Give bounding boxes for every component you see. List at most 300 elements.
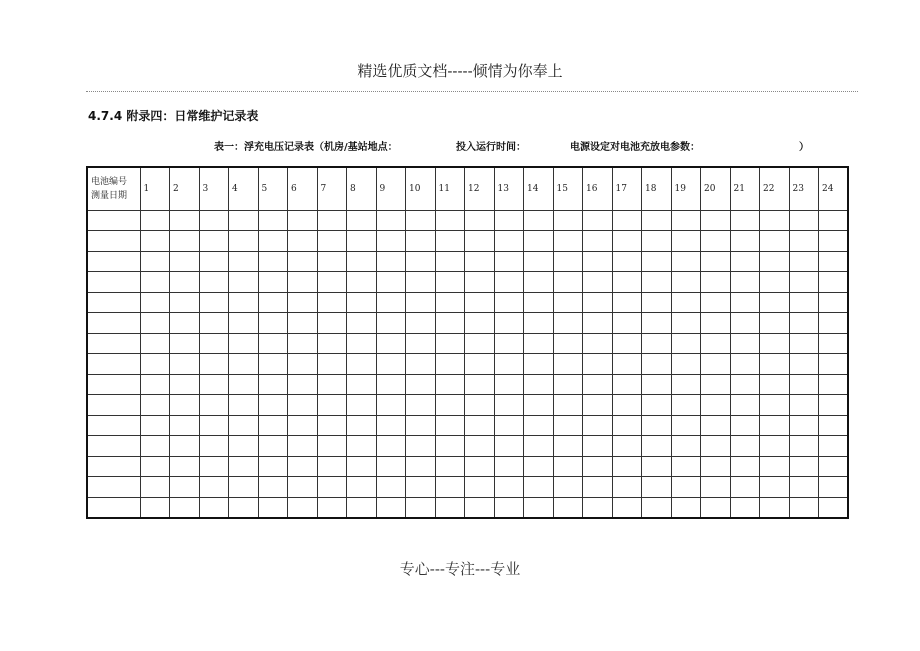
voltage-cell[interactable] <box>406 374 436 395</box>
voltage-cell[interactable] <box>583 272 613 293</box>
voltage-cell[interactable] <box>347 231 377 252</box>
voltage-cell[interactable] <box>258 436 288 457</box>
voltage-cell[interactable] <box>553 436 583 457</box>
voltage-cell[interactable] <box>642 251 672 272</box>
voltage-cell[interactable] <box>229 251 259 272</box>
voltage-cell[interactable] <box>376 333 406 354</box>
voltage-cell[interactable] <box>612 477 642 498</box>
voltage-cell[interactable] <box>671 231 701 252</box>
voltage-cell[interactable] <box>671 251 701 272</box>
voltage-cell[interactable] <box>612 292 642 313</box>
voltage-cell[interactable] <box>524 292 554 313</box>
voltage-cell[interactable] <box>524 456 554 477</box>
voltage-cell[interactable] <box>258 292 288 313</box>
voltage-cell[interactable] <box>258 251 288 272</box>
voltage-cell[interactable] <box>258 374 288 395</box>
voltage-cell[interactable] <box>229 436 259 457</box>
voltage-cell[interactable] <box>199 210 229 231</box>
voltage-cell[interactable] <box>701 456 731 477</box>
voltage-cell[interactable] <box>347 333 377 354</box>
voltage-cell[interactable] <box>730 374 760 395</box>
voltage-cell[interactable] <box>553 374 583 395</box>
voltage-cell[interactable] <box>553 251 583 272</box>
voltage-cell[interactable] <box>317 251 347 272</box>
voltage-cell[interactable] <box>701 333 731 354</box>
voltage-cell[interactable] <box>789 456 819 477</box>
voltage-cell[interactable] <box>317 210 347 231</box>
voltage-cell[interactable] <box>170 354 200 375</box>
voltage-cell[interactable] <box>819 272 849 293</box>
voltage-cell[interactable] <box>199 374 229 395</box>
voltage-cell[interactable] <box>819 292 849 313</box>
voltage-cell[interactable] <box>642 415 672 436</box>
voltage-cell[interactable] <box>435 395 465 416</box>
voltage-cell[interactable] <box>229 415 259 436</box>
voltage-cell[interactable] <box>524 436 554 457</box>
voltage-cell[interactable] <box>760 231 790 252</box>
voltage-cell[interactable] <box>671 272 701 293</box>
voltage-cell[interactable] <box>376 497 406 518</box>
voltage-cell[interactable] <box>140 231 170 252</box>
voltage-cell[interactable] <box>435 292 465 313</box>
voltage-cell[interactable] <box>170 415 200 436</box>
voltage-cell[interactable] <box>170 292 200 313</box>
voltage-cell[interactable] <box>642 210 672 231</box>
date-cell[interactable] <box>87 333 140 354</box>
voltage-cell[interactable] <box>376 313 406 334</box>
voltage-cell[interactable] <box>347 497 377 518</box>
voltage-cell[interactable] <box>524 231 554 252</box>
voltage-cell[interactable] <box>553 272 583 293</box>
voltage-cell[interactable] <box>465 292 495 313</box>
voltage-cell[interactable] <box>317 436 347 457</box>
voltage-cell[interactable] <box>288 354 318 375</box>
voltage-cell[interactable] <box>730 231 760 252</box>
voltage-cell[interactable] <box>258 231 288 252</box>
voltage-cell[interactable] <box>819 456 849 477</box>
voltage-cell[interactable] <box>288 395 318 416</box>
voltage-cell[interactable] <box>760 272 790 293</box>
voltage-cell[interactable] <box>229 333 259 354</box>
voltage-cell[interactable] <box>730 272 760 293</box>
voltage-cell[interactable] <box>140 395 170 416</box>
voltage-cell[interactable] <box>140 292 170 313</box>
voltage-cell[interactable] <box>583 436 613 457</box>
voltage-cell[interactable] <box>347 313 377 334</box>
voltage-cell[interactable] <box>140 354 170 375</box>
voltage-cell[interactable] <box>730 251 760 272</box>
date-cell[interactable] <box>87 456 140 477</box>
voltage-cell[interactable] <box>376 272 406 293</box>
voltage-cell[interactable] <box>258 313 288 334</box>
voltage-cell[interactable] <box>760 497 790 518</box>
voltage-cell[interactable] <box>406 415 436 436</box>
voltage-cell[interactable] <box>819 415 849 436</box>
voltage-cell[interactable] <box>671 436 701 457</box>
voltage-cell[interactable] <box>760 374 790 395</box>
voltage-cell[interactable] <box>612 456 642 477</box>
voltage-cell[interactable] <box>524 313 554 334</box>
voltage-cell[interactable] <box>701 415 731 436</box>
voltage-cell[interactable] <box>583 210 613 231</box>
voltage-cell[interactable] <box>258 354 288 375</box>
voltage-cell[interactable] <box>199 456 229 477</box>
voltage-cell[interactable] <box>671 292 701 313</box>
voltage-cell[interactable] <box>170 497 200 518</box>
voltage-cell[interactable] <box>465 251 495 272</box>
voltage-cell[interactable] <box>347 456 377 477</box>
voltage-cell[interactable] <box>288 210 318 231</box>
voltage-cell[interactable] <box>583 354 613 375</box>
voltage-cell[interactable] <box>642 292 672 313</box>
voltage-cell[interactable] <box>494 210 524 231</box>
voltage-cell[interactable] <box>465 313 495 334</box>
voltage-cell[interactable] <box>671 395 701 416</box>
voltage-cell[interactable] <box>170 272 200 293</box>
voltage-cell[interactable] <box>465 231 495 252</box>
voltage-cell[interactable] <box>730 497 760 518</box>
date-cell[interactable] <box>87 354 140 375</box>
voltage-cell[interactable] <box>819 251 849 272</box>
voltage-cell[interactable] <box>435 251 465 272</box>
voltage-cell[interactable] <box>760 456 790 477</box>
voltage-cell[interactable] <box>258 395 288 416</box>
voltage-cell[interactable] <box>317 477 347 498</box>
voltage-cell[interactable] <box>701 251 731 272</box>
voltage-cell[interactable] <box>140 251 170 272</box>
voltage-cell[interactable] <box>701 497 731 518</box>
voltage-cell[interactable] <box>760 292 790 313</box>
voltage-cell[interactable] <box>317 374 347 395</box>
voltage-cell[interactable] <box>553 497 583 518</box>
voltage-cell[interactable] <box>730 436 760 457</box>
voltage-cell[interactable] <box>642 333 672 354</box>
voltage-cell[interactable] <box>524 251 554 272</box>
voltage-cell[interactable] <box>258 272 288 293</box>
voltage-cell[interactable] <box>376 231 406 252</box>
voltage-cell[interactable] <box>730 292 760 313</box>
voltage-cell[interactable] <box>317 231 347 252</box>
voltage-cell[interactable] <box>199 415 229 436</box>
date-cell[interactable] <box>87 292 140 313</box>
voltage-cell[interactable] <box>642 354 672 375</box>
voltage-cell[interactable] <box>612 354 642 375</box>
voltage-cell[interactable] <box>671 497 701 518</box>
voltage-cell[interactable] <box>465 354 495 375</box>
voltage-cell[interactable] <box>170 436 200 457</box>
voltage-cell[interactable] <box>760 313 790 334</box>
voltage-cell[interactable] <box>199 395 229 416</box>
voltage-cell[interactable] <box>317 415 347 436</box>
voltage-cell[interactable] <box>819 374 849 395</box>
date-cell[interactable] <box>87 395 140 416</box>
voltage-cell[interactable] <box>494 374 524 395</box>
voltage-cell[interactable] <box>789 251 819 272</box>
voltage-cell[interactable] <box>760 251 790 272</box>
voltage-cell[interactable] <box>612 415 642 436</box>
voltage-cell[interactable] <box>435 477 465 498</box>
voltage-cell[interactable] <box>435 333 465 354</box>
voltage-cell[interactable] <box>229 374 259 395</box>
voltage-cell[interactable] <box>199 313 229 334</box>
voltage-cell[interactable] <box>140 313 170 334</box>
voltage-cell[interactable] <box>229 210 259 231</box>
voltage-cell[interactable] <box>376 374 406 395</box>
voltage-cell[interactable] <box>553 415 583 436</box>
voltage-cell[interactable] <box>612 251 642 272</box>
voltage-cell[interactable] <box>494 497 524 518</box>
voltage-cell[interactable] <box>140 415 170 436</box>
voltage-cell[interactable] <box>494 313 524 334</box>
voltage-cell[interactable] <box>819 497 849 518</box>
voltage-cell[interactable] <box>730 415 760 436</box>
voltage-cell[interactable] <box>701 210 731 231</box>
voltage-cell[interactable] <box>258 497 288 518</box>
voltage-cell[interactable] <box>465 333 495 354</box>
voltage-cell[interactable] <box>140 333 170 354</box>
voltage-cell[interactable] <box>583 231 613 252</box>
voltage-cell[interactable] <box>258 456 288 477</box>
voltage-cell[interactable] <box>347 415 377 436</box>
voltage-cell[interactable] <box>465 374 495 395</box>
voltage-cell[interactable] <box>406 210 436 231</box>
voltage-cell[interactable] <box>789 333 819 354</box>
voltage-cell[interactable] <box>701 272 731 293</box>
voltage-cell[interactable] <box>288 251 318 272</box>
voltage-cell[interactable] <box>760 477 790 498</box>
voltage-cell[interactable] <box>671 415 701 436</box>
voltage-cell[interactable] <box>347 251 377 272</box>
voltage-cell[interactable] <box>553 395 583 416</box>
voltage-cell[interactable] <box>701 477 731 498</box>
voltage-cell[interactable] <box>789 436 819 457</box>
date-cell[interactable] <box>87 497 140 518</box>
voltage-cell[interactable] <box>229 395 259 416</box>
voltage-cell[interactable] <box>317 497 347 518</box>
date-cell[interactable] <box>87 436 140 457</box>
voltage-cell[interactable] <box>760 354 790 375</box>
voltage-cell[interactable] <box>170 333 200 354</box>
voltage-cell[interactable] <box>642 231 672 252</box>
voltage-cell[interactable] <box>199 477 229 498</box>
voltage-cell[interactable] <box>435 436 465 457</box>
voltage-cell[interactable] <box>199 333 229 354</box>
voltage-cell[interactable] <box>347 374 377 395</box>
voltage-cell[interactable] <box>317 272 347 293</box>
voltage-cell[interactable] <box>819 477 849 498</box>
voltage-cell[interactable] <box>553 456 583 477</box>
voltage-cell[interactable] <box>612 231 642 252</box>
voltage-cell[interactable] <box>701 436 731 457</box>
voltage-cell[interactable] <box>701 395 731 416</box>
voltage-cell[interactable] <box>494 231 524 252</box>
voltage-cell[interactable] <box>199 497 229 518</box>
voltage-cell[interactable] <box>789 415 819 436</box>
voltage-cell[interactable] <box>376 292 406 313</box>
voltage-cell[interactable] <box>612 210 642 231</box>
voltage-cell[interactable] <box>789 395 819 416</box>
voltage-cell[interactable] <box>465 497 495 518</box>
date-cell[interactable] <box>87 272 140 293</box>
voltage-cell[interactable] <box>199 436 229 457</box>
voltage-cell[interactable] <box>288 313 318 334</box>
voltage-cell[interactable] <box>317 395 347 416</box>
voltage-cell[interactable] <box>789 497 819 518</box>
voltage-cell[interactable] <box>701 374 731 395</box>
voltage-cell[interactable] <box>671 354 701 375</box>
voltage-cell[interactable] <box>701 313 731 334</box>
voltage-cell[interactable] <box>730 477 760 498</box>
voltage-cell[interactable] <box>317 456 347 477</box>
voltage-cell[interactable] <box>524 415 554 436</box>
voltage-cell[interactable] <box>612 374 642 395</box>
voltage-cell[interactable] <box>701 354 731 375</box>
voltage-cell[interactable] <box>819 313 849 334</box>
voltage-cell[interactable] <box>553 210 583 231</box>
voltage-cell[interactable] <box>642 497 672 518</box>
voltage-cell[interactable] <box>140 436 170 457</box>
voltage-cell[interactable] <box>524 272 554 293</box>
voltage-cell[interactable] <box>553 333 583 354</box>
voltage-cell[interactable] <box>376 251 406 272</box>
voltage-cell[interactable] <box>347 210 377 231</box>
voltage-cell[interactable] <box>435 415 465 436</box>
voltage-cell[interactable] <box>671 456 701 477</box>
voltage-cell[interactable] <box>789 272 819 293</box>
voltage-cell[interactable] <box>376 210 406 231</box>
voltage-cell[interactable] <box>612 395 642 416</box>
voltage-cell[interactable] <box>317 292 347 313</box>
voltage-cell[interactable] <box>612 497 642 518</box>
voltage-cell[interactable] <box>288 436 318 457</box>
voltage-cell[interactable] <box>524 395 554 416</box>
voltage-cell[interactable] <box>642 395 672 416</box>
voltage-cell[interactable] <box>553 477 583 498</box>
voltage-cell[interactable] <box>524 374 554 395</box>
voltage-cell[interactable] <box>494 272 524 293</box>
voltage-cell[interactable] <box>347 292 377 313</box>
voltage-cell[interactable] <box>524 210 554 231</box>
voltage-cell[interactable] <box>583 292 613 313</box>
voltage-cell[interactable] <box>288 456 318 477</box>
voltage-cell[interactable] <box>435 231 465 252</box>
voltage-cell[interactable] <box>288 477 318 498</box>
voltage-cell[interactable] <box>465 477 495 498</box>
voltage-cell[interactable] <box>199 231 229 252</box>
voltage-cell[interactable] <box>170 395 200 416</box>
voltage-cell[interactable] <box>170 251 200 272</box>
voltage-cell[interactable] <box>170 456 200 477</box>
voltage-cell[interactable] <box>288 415 318 436</box>
voltage-cell[interactable] <box>376 415 406 436</box>
date-cell[interactable] <box>87 231 140 252</box>
voltage-cell[interactable] <box>170 313 200 334</box>
voltage-cell[interactable] <box>465 272 495 293</box>
voltage-cell[interactable] <box>583 477 613 498</box>
voltage-cell[interactable] <box>730 395 760 416</box>
voltage-cell[interactable] <box>760 395 790 416</box>
voltage-cell[interactable] <box>435 456 465 477</box>
voltage-cell[interactable] <box>789 374 819 395</box>
voltage-cell[interactable] <box>406 456 436 477</box>
voltage-cell[interactable] <box>524 333 554 354</box>
voltage-cell[interactable] <box>465 395 495 416</box>
voltage-cell[interactable] <box>170 210 200 231</box>
voltage-cell[interactable] <box>612 313 642 334</box>
voltage-cell[interactable] <box>435 497 465 518</box>
voltage-cell[interactable] <box>140 456 170 477</box>
voltage-cell[interactable] <box>819 231 849 252</box>
voltage-cell[interactable] <box>288 292 318 313</box>
voltage-cell[interactable] <box>140 272 170 293</box>
date-cell[interactable] <box>87 415 140 436</box>
voltage-cell[interactable] <box>288 333 318 354</box>
voltage-cell[interactable] <box>553 292 583 313</box>
voltage-cell[interactable] <box>435 354 465 375</box>
voltage-cell[interactable] <box>819 354 849 375</box>
voltage-cell[interactable] <box>494 395 524 416</box>
voltage-cell[interactable] <box>288 231 318 252</box>
voltage-cell[interactable] <box>317 354 347 375</box>
voltage-cell[interactable] <box>730 313 760 334</box>
voltage-cell[interactable] <box>642 374 672 395</box>
voltage-cell[interactable] <box>199 354 229 375</box>
voltage-cell[interactable] <box>819 333 849 354</box>
voltage-cell[interactable] <box>730 456 760 477</box>
voltage-cell[interactable] <box>435 210 465 231</box>
voltage-cell[interactable] <box>494 292 524 313</box>
voltage-cell[interactable] <box>317 313 347 334</box>
voltage-cell[interactable] <box>642 436 672 457</box>
voltage-cell[interactable] <box>140 374 170 395</box>
voltage-cell[interactable] <box>229 497 259 518</box>
voltage-cell[interactable] <box>288 374 318 395</box>
voltage-cell[interactable] <box>406 251 436 272</box>
voltage-cell[interactable] <box>406 231 436 252</box>
voltage-cell[interactable] <box>229 313 259 334</box>
voltage-cell[interactable] <box>258 415 288 436</box>
voltage-cell[interactable] <box>140 497 170 518</box>
voltage-cell[interactable] <box>376 436 406 457</box>
voltage-cell[interactable] <box>406 354 436 375</box>
voltage-cell[interactable] <box>229 477 259 498</box>
voltage-cell[interactable] <box>317 333 347 354</box>
voltage-cell[interactable] <box>347 395 377 416</box>
voltage-cell[interactable] <box>760 333 790 354</box>
date-cell[interactable] <box>87 477 140 498</box>
voltage-cell[interactable] <box>671 210 701 231</box>
date-cell[interactable] <box>87 374 140 395</box>
voltage-cell[interactable] <box>789 292 819 313</box>
voltage-cell[interactable] <box>347 272 377 293</box>
voltage-cell[interactable] <box>376 395 406 416</box>
voltage-cell[interactable] <box>671 477 701 498</box>
voltage-cell[interactable] <box>671 333 701 354</box>
voltage-cell[interactable] <box>701 292 731 313</box>
voltage-cell[interactable] <box>435 374 465 395</box>
voltage-cell[interactable] <box>494 456 524 477</box>
voltage-cell[interactable] <box>583 395 613 416</box>
voltage-cell[interactable] <box>140 477 170 498</box>
voltage-cell[interactable] <box>612 333 642 354</box>
voltage-cell[interactable] <box>465 415 495 436</box>
voltage-cell[interactable] <box>730 333 760 354</box>
voltage-cell[interactable] <box>612 272 642 293</box>
voltage-cell[interactable] <box>347 354 377 375</box>
voltage-cell[interactable] <box>494 251 524 272</box>
voltage-cell[interactable] <box>199 251 229 272</box>
voltage-cell[interactable] <box>347 436 377 457</box>
